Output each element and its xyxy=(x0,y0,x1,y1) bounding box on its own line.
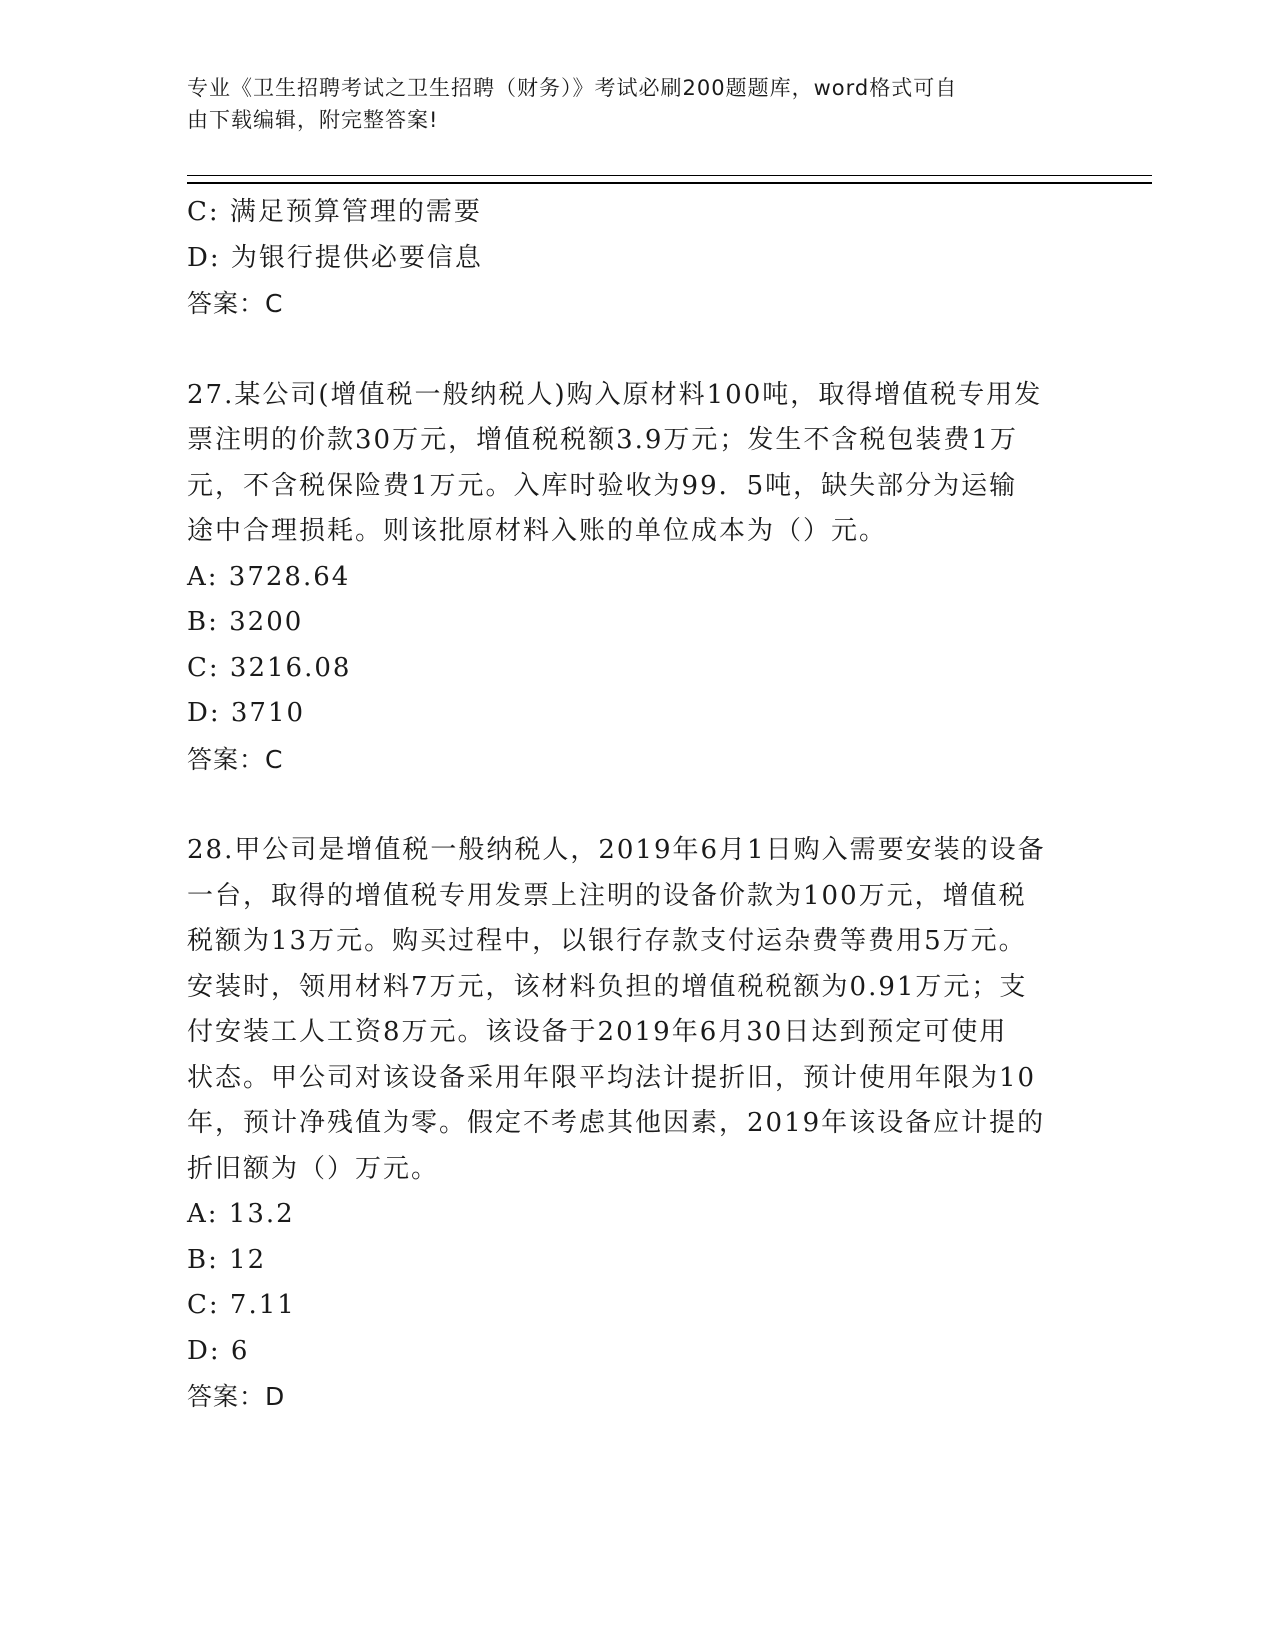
question-stem-line: 28.甲公司是增值税一般纳税人，2019年6月1日购入需要安装的设备 xyxy=(187,835,1046,865)
header-rule-thin xyxy=(187,175,1152,176)
option-c: C: 3216.08 xyxy=(187,652,352,683)
option-d: D: 为银行提供必要信息 xyxy=(187,242,483,273)
option-c: C: 满足预算管理的需要 xyxy=(187,197,482,227)
header-line: 专业《卫生招聘考试之卫生招聘（财务）》考试必刷200题题库，word格式可自 xyxy=(187,76,958,100)
question-stem-line: 27.某公司(增值税一般纳税人)购入原材料100吨，取得增值税专用发 xyxy=(187,379,1043,410)
question-stem-line: 付安装工人工资8万元。该设备于2019年6月30日达到预定可使用 xyxy=(187,1017,1008,1047)
document-body xyxy=(187,190,1087,1420)
question-stem-line: 途中合理损耗。则该批原材料入账的单位成本为（）元。 xyxy=(187,516,888,546)
option-b: B: 12 xyxy=(187,1244,267,1275)
question-stem-line: 一台，取得的增值税专用发票上注明的设备价款为100万元，增值税 xyxy=(187,880,1027,911)
answer-line: 答案：D xyxy=(187,1382,286,1411)
question-stem-line: 票注明的价款30万元，增值税税额3.9万元；发生不含税包装费1万 xyxy=(187,425,1018,455)
answer-line: 答案：C xyxy=(187,744,284,774)
previous-question-tail xyxy=(187,190,1087,327)
answer-line: 答案：C xyxy=(187,289,284,318)
question-stem-line: 元，不含税保险费1万元。入库时验收为99．5吨，缺失部分为运输 xyxy=(187,470,1018,501)
question-28 xyxy=(187,828,1087,1420)
option-b: B: 3200 xyxy=(187,607,304,637)
header-rule-thick xyxy=(187,182,1152,184)
page-header xyxy=(187,72,1067,136)
question-stem-line: 折旧额为（）万元。 xyxy=(187,1153,440,1184)
header-line: 由下载编辑，附完整答案! xyxy=(187,108,439,132)
question-stem-line: 税额为13万元。购买过程中，以银行存款支付运杂费等费用5万元。 xyxy=(187,926,1027,956)
question-27 xyxy=(187,373,1087,783)
question-stem-line: 状态。甲公司对该设备采用年限平均法计提折旧，预计使用年限为10 xyxy=(187,1062,1037,1093)
option-c: C: 7.11 xyxy=(187,1290,296,1320)
question-stem-line: 年，预计净残值为零。假定不考虑其他因素，2019年该设备应计提的 xyxy=(187,1108,1046,1138)
option-a: A: 13.2 xyxy=(187,1199,295,1229)
option-a: A: 3728.64 xyxy=(187,561,351,592)
option-d: D: 6 xyxy=(187,1335,250,1366)
question-stem-line: 安装时，领用材料7万元，该材料负担的增值税税额为0.91万元；支 xyxy=(187,971,1028,1002)
option-d: D: 3710 xyxy=(187,698,306,728)
